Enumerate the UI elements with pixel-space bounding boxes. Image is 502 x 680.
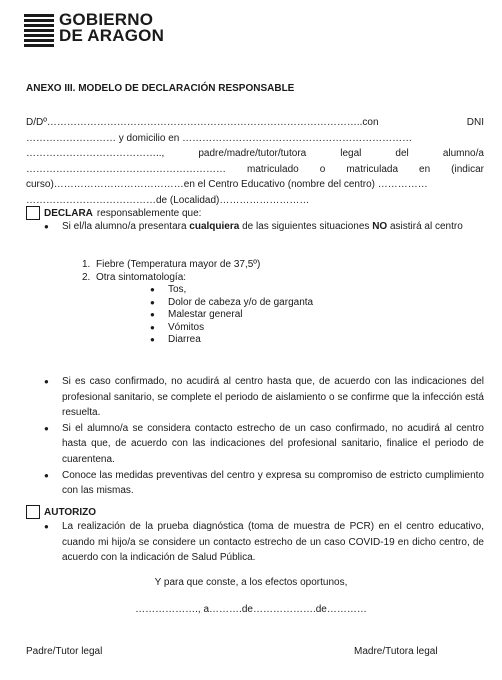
logo-line1: GOBIERNO: [59, 10, 154, 29]
declara-list-1: [44, 219, 484, 235]
list-item: ● Tos,: [150, 284, 313, 297]
closing-text: Y para que conste, a los efectos oportunos,: [154, 577, 348, 588]
list-item: ● Vómitos: [150, 322, 313, 335]
symptom-sublist: [150, 284, 313, 347]
list-item: 1. Fiebre (Temperatura mayor de 37,5º): [82, 259, 261, 270]
document-title: ANEXO III. MODELO DE DECLARACIÓN RESPONSABLE: [26, 83, 295, 94]
intro-name-field[interactable]: D/Dº…………………………………………………………………………………..con: [26, 117, 379, 128]
list-item: ● Si es caso confirmado, no acudirá al centro hasta que, de acuerdo con las indicaciones del profesional sanitario, se complete el periodo de aislamiento o se confirme que la infección está resuelta.: [44, 374, 484, 421]
symptom-numbered-list: [82, 259, 260, 284]
autorizo-section: AUTORIZO: [26, 505, 100, 519]
declara-list-2: [44, 374, 484, 499]
autorizo-list: [44, 519, 484, 566]
signature-mother: Madre/Tutora legal: [354, 646, 438, 657]
list-item: ● Conoce las medidas preventivas del centro y expresa su compromiso de estricto cumplimiento con las mismas.: [44, 468, 484, 499]
list-item: ● La realización de la prueba diagnóstica (toma de muestra de PCR) en el centro educativo, cuando mi hijo/a se considere un contacto estrecho de un caso COVID-19 en dicho centro, de acuerdo con la indicación de Salud Pública.: [44, 519, 484, 566]
autorizo-checkbox[interactable]: [26, 505, 40, 519]
declara-checkbox[interactable]: [26, 206, 40, 220]
declara-section: DECLARA responsablemente que:: [26, 206, 201, 220]
list-item: 2. Otra sintomatología:: [82, 271, 187, 283]
intro-paragraph: D/Dº…………………………………………………………………………………..con DNI ……………………… y domicilio en …………………………………………………………… ………………………………….., padre/madre/tutor/tutora legal del alumno/a …………………………………………………… matriculado o matriculada en (indicar curso)…………………………………en el Centro Educativo (nombre del centro) …………… …………………………………de (Localidad)………………………: [26, 115, 484, 209]
list-item: ● Diarrea: [150, 334, 313, 347]
aragon-stripes-icon: [24, 14, 56, 48]
date-line-field[interactable]: ………………., a……….de……………….de…………: [135, 604, 367, 615]
list-item: ● Malestar general: [150, 309, 313, 322]
list-item: ● Si el alumno/a se considera contacto estrecho de un caso confirmado, no acudirá al centro hasta que, de acuerdo con las indicaciones del profesional sanitario, finalice el periodo de cuarentena.: [44, 421, 484, 468]
list-item: ● Si el/la alumno/a presentara cualquiera de las siguientes situaciones NO asistirá al centro: [44, 219, 484, 235]
intro-address-field[interactable]: ……………………… y domicilio en ……………………………………………………………: [26, 132, 413, 144]
list-item: ● Dolor de cabeza y/o de garganta: [150, 297, 313, 310]
intro-locality-field[interactable]: …………………………………de (Localidad)………………………: [26, 194, 310, 206]
intro-centre-field[interactable]: curso)…………………………………en el Centro Educativo (nombre del centro) ……………: [26, 179, 428, 191]
logo-line2: DE ARAGON: [59, 26, 165, 45]
gobierno-aragon-logo: [24, 12, 164, 48]
signature-father: Padre/Tutor legal: [26, 646, 103, 657]
